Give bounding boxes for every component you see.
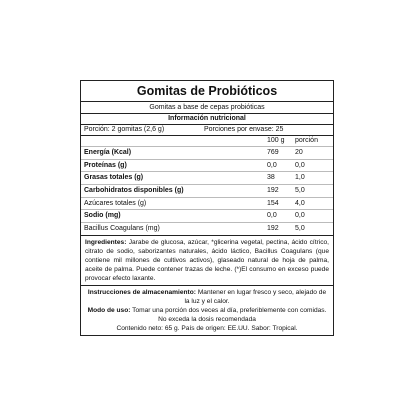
nutrient-name: Bacillus Coagulans (mg) (84, 225, 160, 233)
nutrient-value-100g: 154 (267, 199, 279, 207)
portion-size: Porción: 2 gomitas (2,6 g) (84, 126, 165, 133)
servings-per-container: Porciones por envase: 25 (204, 126, 284, 133)
nutrient-row (81, 160, 333, 173)
nutrient-row (81, 147, 333, 160)
col-100g-header: 100 g (267, 137, 285, 144)
nutrient-value-100g: 0,0 (267, 212, 277, 220)
storage-label: Instrucciones de almacenamiento: (87, 288, 196, 296)
nutrient-row (81, 223, 333, 236)
ingredients-section (81, 236, 333, 286)
nutrient-value-portion: 1,0 (295, 174, 305, 182)
nutrient-value-100g: 769 (267, 149, 279, 156)
nutrient-name: Carbohidratos disponibles (g) (84, 187, 184, 195)
nutrient-rows (81, 147, 333, 236)
storage-section (81, 286, 333, 306)
nutrition-label (80, 80, 334, 336)
nutrient-row (81, 198, 333, 211)
nutrient-value-100g: 0,0 (267, 161, 277, 169)
nutrient-row (81, 185, 333, 198)
ingredients-label: Ingredientes: (85, 238, 127, 246)
nutrient-name: Azúcares totales (g) (84, 199, 147, 207)
nutrient-name: Energía (Kcal) (84, 149, 132, 156)
nutrient-name: Grasas totales (g) (84, 174, 144, 182)
nutrient-value-portion: 5,0 (295, 187, 305, 195)
col-portion-header: porción (295, 137, 318, 144)
nutrient-value-portion: 5,0 (295, 225, 305, 233)
portion-info (81, 125, 333, 136)
ingredients-text: Jarabe de glucosa, azúcar, *glicerina vegetal, pectina, ácido cítrico, citrato de sodio, saborizantes naturales, ácido láctico, Bacillus Coagulans (que contiene mil millones de cultivos activos), glaseado natural de hoja de palma, aceite de palma. Puede contener trazas de leche. (*)El consumo en exceso puede provocar efecto laxante. (85, 238, 329, 282)
usage-text: Tomar una porción dos veces al día, preferiblemente con comidas. No exceda la dosis recomendada (130, 306, 327, 323)
nutrient-value-100g: 192 (267, 187, 279, 195)
column-headers (81, 136, 333, 147)
nutrient-value-100g: 38 (267, 174, 275, 182)
nutrient-value-portion: 20 (295, 149, 303, 156)
product-subtitle: Gomitas a base de cepas probióticas (81, 102, 333, 114)
nutrient-value-portion: 0,0 (295, 212, 305, 220)
footer-info: Contenido neto: 65 g. País de origen: EE.UU. Sabor: Tropical. (116, 324, 298, 332)
nutrient-name: Sodio (mg) (84, 212, 121, 220)
nutrient-name: Proteínas (g) (84, 161, 127, 169)
nutrient-value-portion: 4,0 (295, 199, 305, 207)
storage-text: Mantener en lugar fresco y seco, alejado de la luz y el calor. (184, 288, 327, 305)
product-title: Gomitas de Probióticos (81, 81, 333, 102)
usage-label: Modo de uso: (87, 306, 131, 314)
nutrient-value-100g: 192 (267, 225, 279, 233)
usage-section (81, 306, 333, 324)
nutrition-info-header: Información nutricional (81, 114, 333, 125)
nutrient-row (81, 210, 333, 223)
nutrient-value-portion: 0,0 (295, 161, 305, 169)
nutrient-row (81, 172, 333, 185)
